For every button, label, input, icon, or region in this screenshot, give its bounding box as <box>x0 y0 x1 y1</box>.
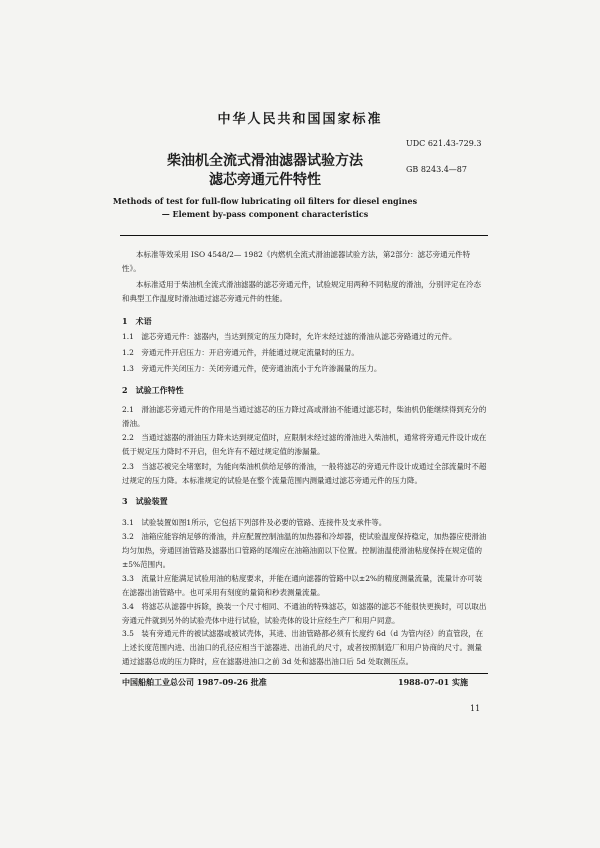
section-heading: 1 术语 <box>122 316 152 326</box>
clause: 3.3 流量计应能满足试验用油的粘度要求，并能在通向滤器的管路中以±2%的精度测量流量，流量计亦可装在滤器出油管路中。也可采用有刻度的量筒和秒表测量流量。 <box>122 574 483 597</box>
udc-code: UDC 621.43-729.3 <box>406 139 482 148</box>
clause: 3.4 将滤芯从滤器中拆除，换装一个尺寸相同、不通油的特殊滤芯，如滤器的滤芯不能很快更换时，可以取出旁通元件就到另外的试验壳体中进行试验，试验壳体的设计应经生产厂和用户同意。 <box>122 602 487 625</box>
clause: 3.2 油箱应能容纳足够的滑油，并应配置控制油温的加热器和冷却器，使试验温度保持稳定，加热器应使滑油均匀加热，旁通回油管路及滤器出口管路的尾端应在油箱油面以下位置。控制油温使滑油粘度保持在规定值的±5%范围内。 <box>122 532 487 569</box>
english-title-line2: — Element by-pass component characteristics <box>161 209 369 219</box>
document-title-line2: 滤芯旁通元件特性 <box>209 172 321 188</box>
clause: 3.5 装有旁通元件的被试滤器或被试壳体，其进、出油管路都必须有长度约 6d（d 为管内径）的直管段，在上述长度范围内进、出油口的孔径应相当于滤器进、出油孔的尺寸，或者按照制造厂和用户协商的尺寸。测量通过滤器总成的压力降时，应在滤器进油口之前 3d 处和滤器出油口后 5d 处取测压点。 <box>122 629 484 666</box>
clause: 1.2 旁通元件开启压力：开启旁通元件，并能通过规定流量时的压力。 <box>122 348 359 357</box>
clause: 2.2 当通过滤器的滑油压力降未达到规定值时，应限制未经过滤的滑油进入柴油机，通常将旁通元件设计成在低于规定压力降时不开启，但允许有不超过规定值的渗漏量。 <box>122 433 487 456</box>
section-heading: 2 试验工作特性 <box>122 385 184 395</box>
approval-line: 中国船舶工业总公司 1987-09-26 批准 <box>122 677 267 687</box>
clause: 1.1 滤芯旁通元件：滤器内，当达到预定的压力降时，允许未经过滤的滑油从滤芯旁路通过的元件。 <box>122 332 457 341</box>
clause: 3.1 试验装置如图1所示，它包括下列部件及必要的管路、连接件及支承件等。 <box>122 518 387 527</box>
gb-number: GB 8243.4—87 <box>406 165 467 174</box>
footer-divider <box>120 673 488 674</box>
clause: 1.3 旁通元件关闭压力：关闭旁通元件，使旁通油流小于允许渗漏量的压力。 <box>122 364 382 373</box>
header-divider <box>120 235 488 236</box>
intro-paragraph: 本标准适用于柴油机全流式滑油滤器的滤芯旁通元件，试验规定用两种不同粘度的滑油，分别评定在冷态和典型工作温度时滑油通过滤芯旁通元件的性能。 <box>122 280 481 303</box>
section-heading: 3 试验装置 <box>122 496 168 506</box>
effective-date: 1988-07-01 实施 <box>398 677 468 687</box>
clause: 2.1 滑油滤芯旁通元件的作用是当通过滤芯的压力降过高或滑油不能通过滤芯时，柴油机仍能继续得到充分的滑油。 <box>122 405 487 428</box>
standard-title: 中华人民共和国国家标准 <box>217 112 383 127</box>
english-title-line1: Methods of test for full-flow lubricating oil filters for diesel engines <box>112 196 418 206</box>
page-number: 11 <box>470 704 481 713</box>
clause: 2.3 当滤芯被完全堵塞时，为能向柴油机供给足够的滑油，一般将滤芯的旁通元件设计成通过全部流量时不超过规定的压力降。本标准规定的试验是在整个流量范围内测量通过滤芯旁通元件的压力降。 <box>122 462 487 485</box>
document-title-line1: 柴油机全流式滑油滤器试验方法 <box>167 153 363 169</box>
intro-paragraph: 本标准等效采用 ISO 4548/2— 1982《内燃机全流式滑油滤器试验方法，第2部分：滤芯旁通元件特性》。 <box>122 250 471 273</box>
